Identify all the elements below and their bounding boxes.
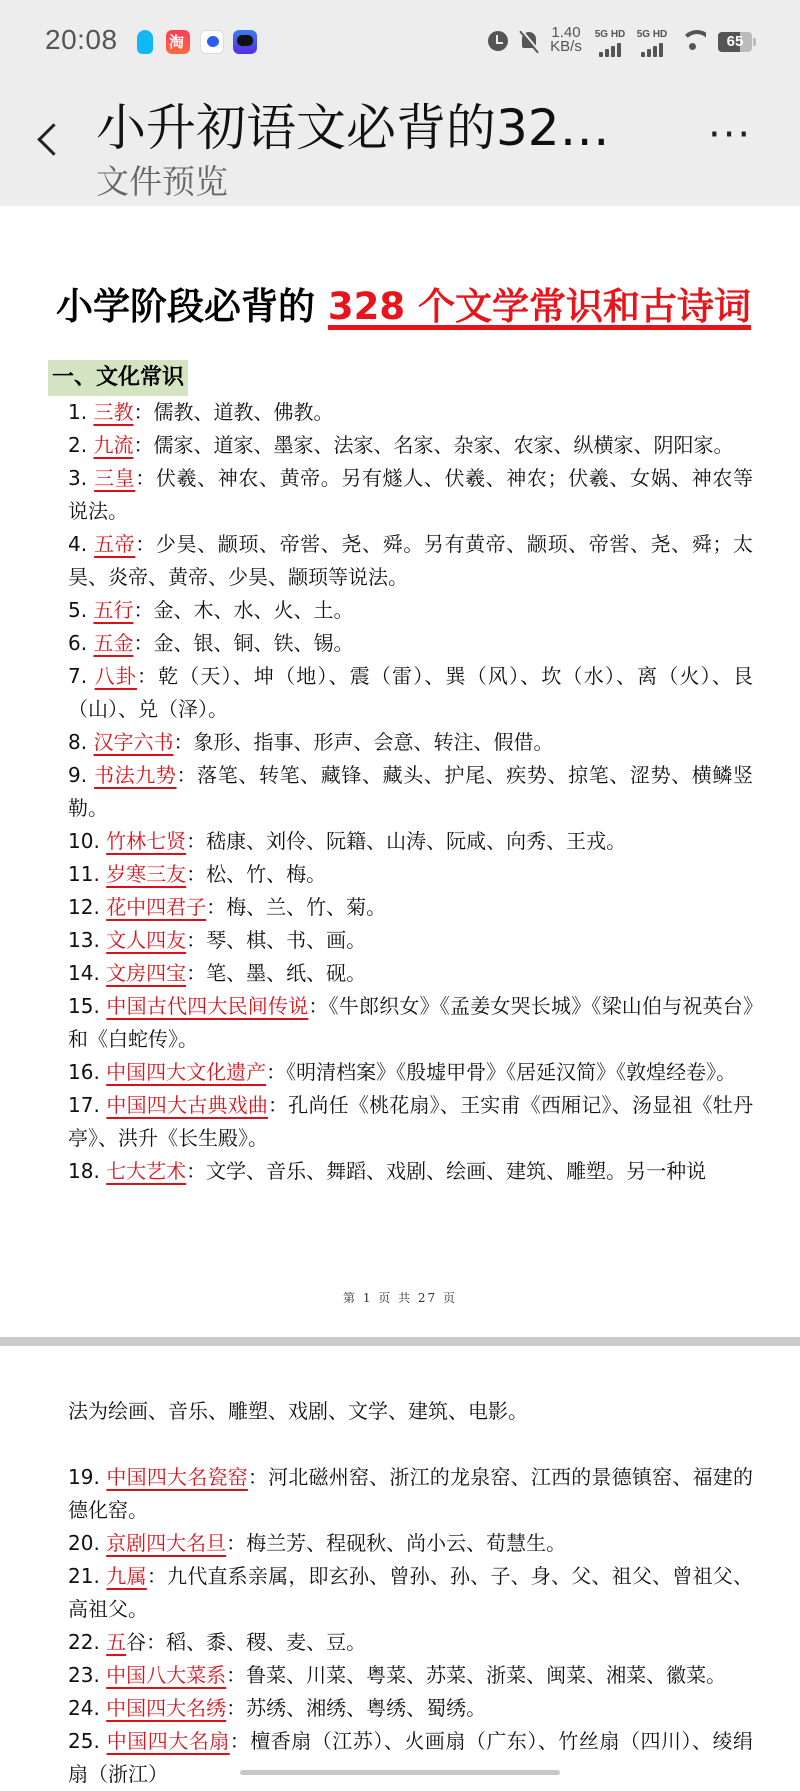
item-term: 五帝 [94, 532, 136, 556]
item-term: 三皇 [94, 466, 136, 490]
network-speed-unit: KB/s [550, 38, 582, 55]
chevron-left-icon[interactable] [32, 122, 60, 162]
continued-text: 法为绘画、音乐、雕塑、戏剧、文学、建筑、电影。 [68, 1399, 528, 1423]
list-item: 3. 三皇：伏羲、神农、黄帝。另有燧人、伏羲、神农；伏羲、女娲、神农等说法。 [68, 466, 754, 523]
list-item: 14. 文房四宝：笔、墨、纸、砚。 [68, 961, 367, 985]
item-term: 岁寒三友 [106, 862, 187, 886]
item-term: 书法九势 [94, 763, 177, 787]
list-item: 15. 中国古代四大民间传说：《牛郎织女》《孟姜女哭长城》《梁山伯与祝英台》和《白蛇传》。 [68, 994, 754, 1051]
item-term: 中国四大古典戏曲 [106, 1093, 269, 1117]
document-title-red: 328 个文学常识和古诗词 [327, 285, 752, 328]
item-term: 九属 [106, 1564, 147, 1588]
list-item: 1. 三教：儒教、道教、佛教。 [68, 400, 334, 424]
page-subtitle: 文件预览 [96, 162, 228, 201]
item-term: 五金 [93, 631, 134, 655]
document-title-black: 小学阶段必背的 [56, 285, 328, 328]
item-term: 八卦 [94, 664, 137, 688]
list-item: 18. 七大艺术：文学、音乐、舞蹈、戏剧、绘画、建筑、雕塑。另一种说 [68, 1159, 707, 1183]
baidu-icon [200, 30, 224, 54]
item-term: 三教 [93, 400, 134, 424]
item-term: 竹林七贤 [106, 829, 187, 853]
item-term: 五 [106, 1630, 127, 1654]
status-bar [0, 0, 800, 86]
list-item: 8. 汉字六书：象形、指事、形声、会意、转注、假借。 [68, 730, 554, 754]
alarm-icon [488, 31, 508, 51]
document-title [56, 276, 751, 330]
document-page-1[interactable] [0, 206, 800, 1332]
section-heading: 一、文化常识 [48, 360, 188, 396]
item-term: 京剧四大名旦 [106, 1531, 227, 1555]
item-term: 文人四友 [106, 928, 187, 952]
mute-bell-icon [519, 30, 539, 52]
more-options-button[interactable]: ··· [708, 112, 753, 158]
item-list [68, 1461, 753, 1791]
item-term: 中国四大名扇 [106, 1729, 230, 1753]
list-item: 11. 岁寒三友：松、竹、梅。 [68, 862, 327, 886]
list-item: 19. 中国四大名瓷窑：河北磁州窑、浙江的龙泉窑、江西的景德镇窑、福建的德化窑。 [68, 1465, 754, 1522]
list-item: 6. 五金：金、银、铜、铁、锡。 [68, 631, 354, 655]
item-term: 中国四大名瓷窑 [106, 1465, 248, 1489]
list-item: 20. 京剧四大名旦：梅兰芳、程砚秋、尚小云、荀慧生。 [68, 1531, 567, 1555]
battery-icon [718, 32, 752, 52]
item-term: 七大艺术 [106, 1159, 187, 1183]
list-item: 23. 中国八大菜系：鲁菜、川菜、粤菜、苏菜、浙菜、闽菜、湘菜、徽菜。 [68, 1663, 727, 1687]
status-time: 20:08 [45, 24, 118, 55]
item-term: 中国八大菜系 [106, 1663, 227, 1687]
list-item: 2. 九流：儒家、道家、墨家、法家、名家、杂家、农家、纵横家、阴阳家。 [68, 433, 734, 457]
battery-level: 65 [726, 33, 744, 50]
page-divider [0, 1337, 800, 1346]
list-item: 13. 文人四友：琴、棋、书、画。 [68, 928, 367, 952]
list-item: 7. 八卦：乾（天）、坤（地）、震（雷）、巽（风）、坎（水）、离（火）、艮（山）、兑（泽）。 [68, 664, 753, 721]
list-item: 22. 五谷：稻、黍、稷、麦、豆。 [68, 1630, 367, 1654]
list-item: 5. 五行：金、木、水、火、土。 [68, 598, 354, 622]
list-item: 10. 竹林七贤：嵇康、刘伶、阮籍、山涛、阮咸、向秀、王戎。 [68, 829, 627, 853]
list-item: 4. 五帝：少昊、颛顼、帝喾、尧、舜。另有黄帝、颛顼、帝喾、尧、舜；太昊、炎帝、黄帝、少昊、颛顼等说法。 [68, 532, 754, 589]
item-term: 九流 [93, 433, 134, 457]
page-footer: 第 1 页 共 27 页 [343, 1291, 457, 1305]
list-item: 16. 中国四大文化遗产：《明清档案》《殷墟甲骨》《居延汉简》《敦煌经卷》。 [68, 1060, 737, 1084]
document-page-2[interactable] [0, 1346, 800, 1786]
page-title: 小升初语文必背的32… [96, 99, 610, 157]
taobao-icon [166, 30, 190, 54]
list-item: 12. 花中四君子：梅、兰、竹、菊。 [68, 895, 387, 919]
battery-tip [753, 38, 756, 46]
item-term: 五行 [93, 598, 134, 622]
item-term: 中国四大名绣 [106, 1696, 227, 1720]
wifi-icon [680, 30, 706, 52]
list-item: 21. 九属：九代直系亲属，即玄孙、曾孙、孙、子、身、父、祖父、曾祖父、高祖父。 [68, 1564, 754, 1621]
signal-label: 5G HD [636, 29, 668, 40]
top-bar [0, 0, 800, 206]
list-item: 9. 书法九势：落笔、转笔、藏锋、藏头、护尾、疾势、掠笔、涩势、横鳞竖勒。 [68, 763, 754, 820]
list-item: 25. 中国四大名扇：檀香扇（江苏）、火画扇（广东）、竹丝扇（四川）、绫绢扇（浙江） [68, 1729, 754, 1786]
signal-icon-sim2 [632, 30, 672, 57]
system-icons [440, 0, 800, 86]
item-term: 汉字六书 [93, 730, 174, 754]
list-item: 24. 中国四大名绣：苏绣、湘绣、粤绣、蜀绣。 [68, 1696, 487, 1720]
network-speed [546, 26, 586, 54]
item-term: 花中四君子 [106, 895, 207, 919]
navigation-header [0, 86, 800, 206]
signal-icon-sim1 [590, 30, 630, 57]
item-term: 中国四大文化遗产 [106, 1060, 267, 1084]
item-term: 中国古代四大民间传说 [106, 994, 309, 1018]
qq-icon [134, 30, 158, 54]
signal-label: 5G HD [594, 29, 626, 40]
ai-assistant-icon [233, 30, 257, 54]
list-item: 17. 中国四大古典戏曲：孔尚任《桃花扇》、王实甫《西厢记》、汤显祖《牡丹亭》、洪升《长生殿》。 [68, 1093, 753, 1150]
home-gesture-bar[interactable] [240, 1770, 560, 1775]
network-speed-value: 1.40 [551, 24, 581, 41]
item-list [68, 396, 753, 1188]
item-term: 文房四宝 [106, 961, 187, 985]
